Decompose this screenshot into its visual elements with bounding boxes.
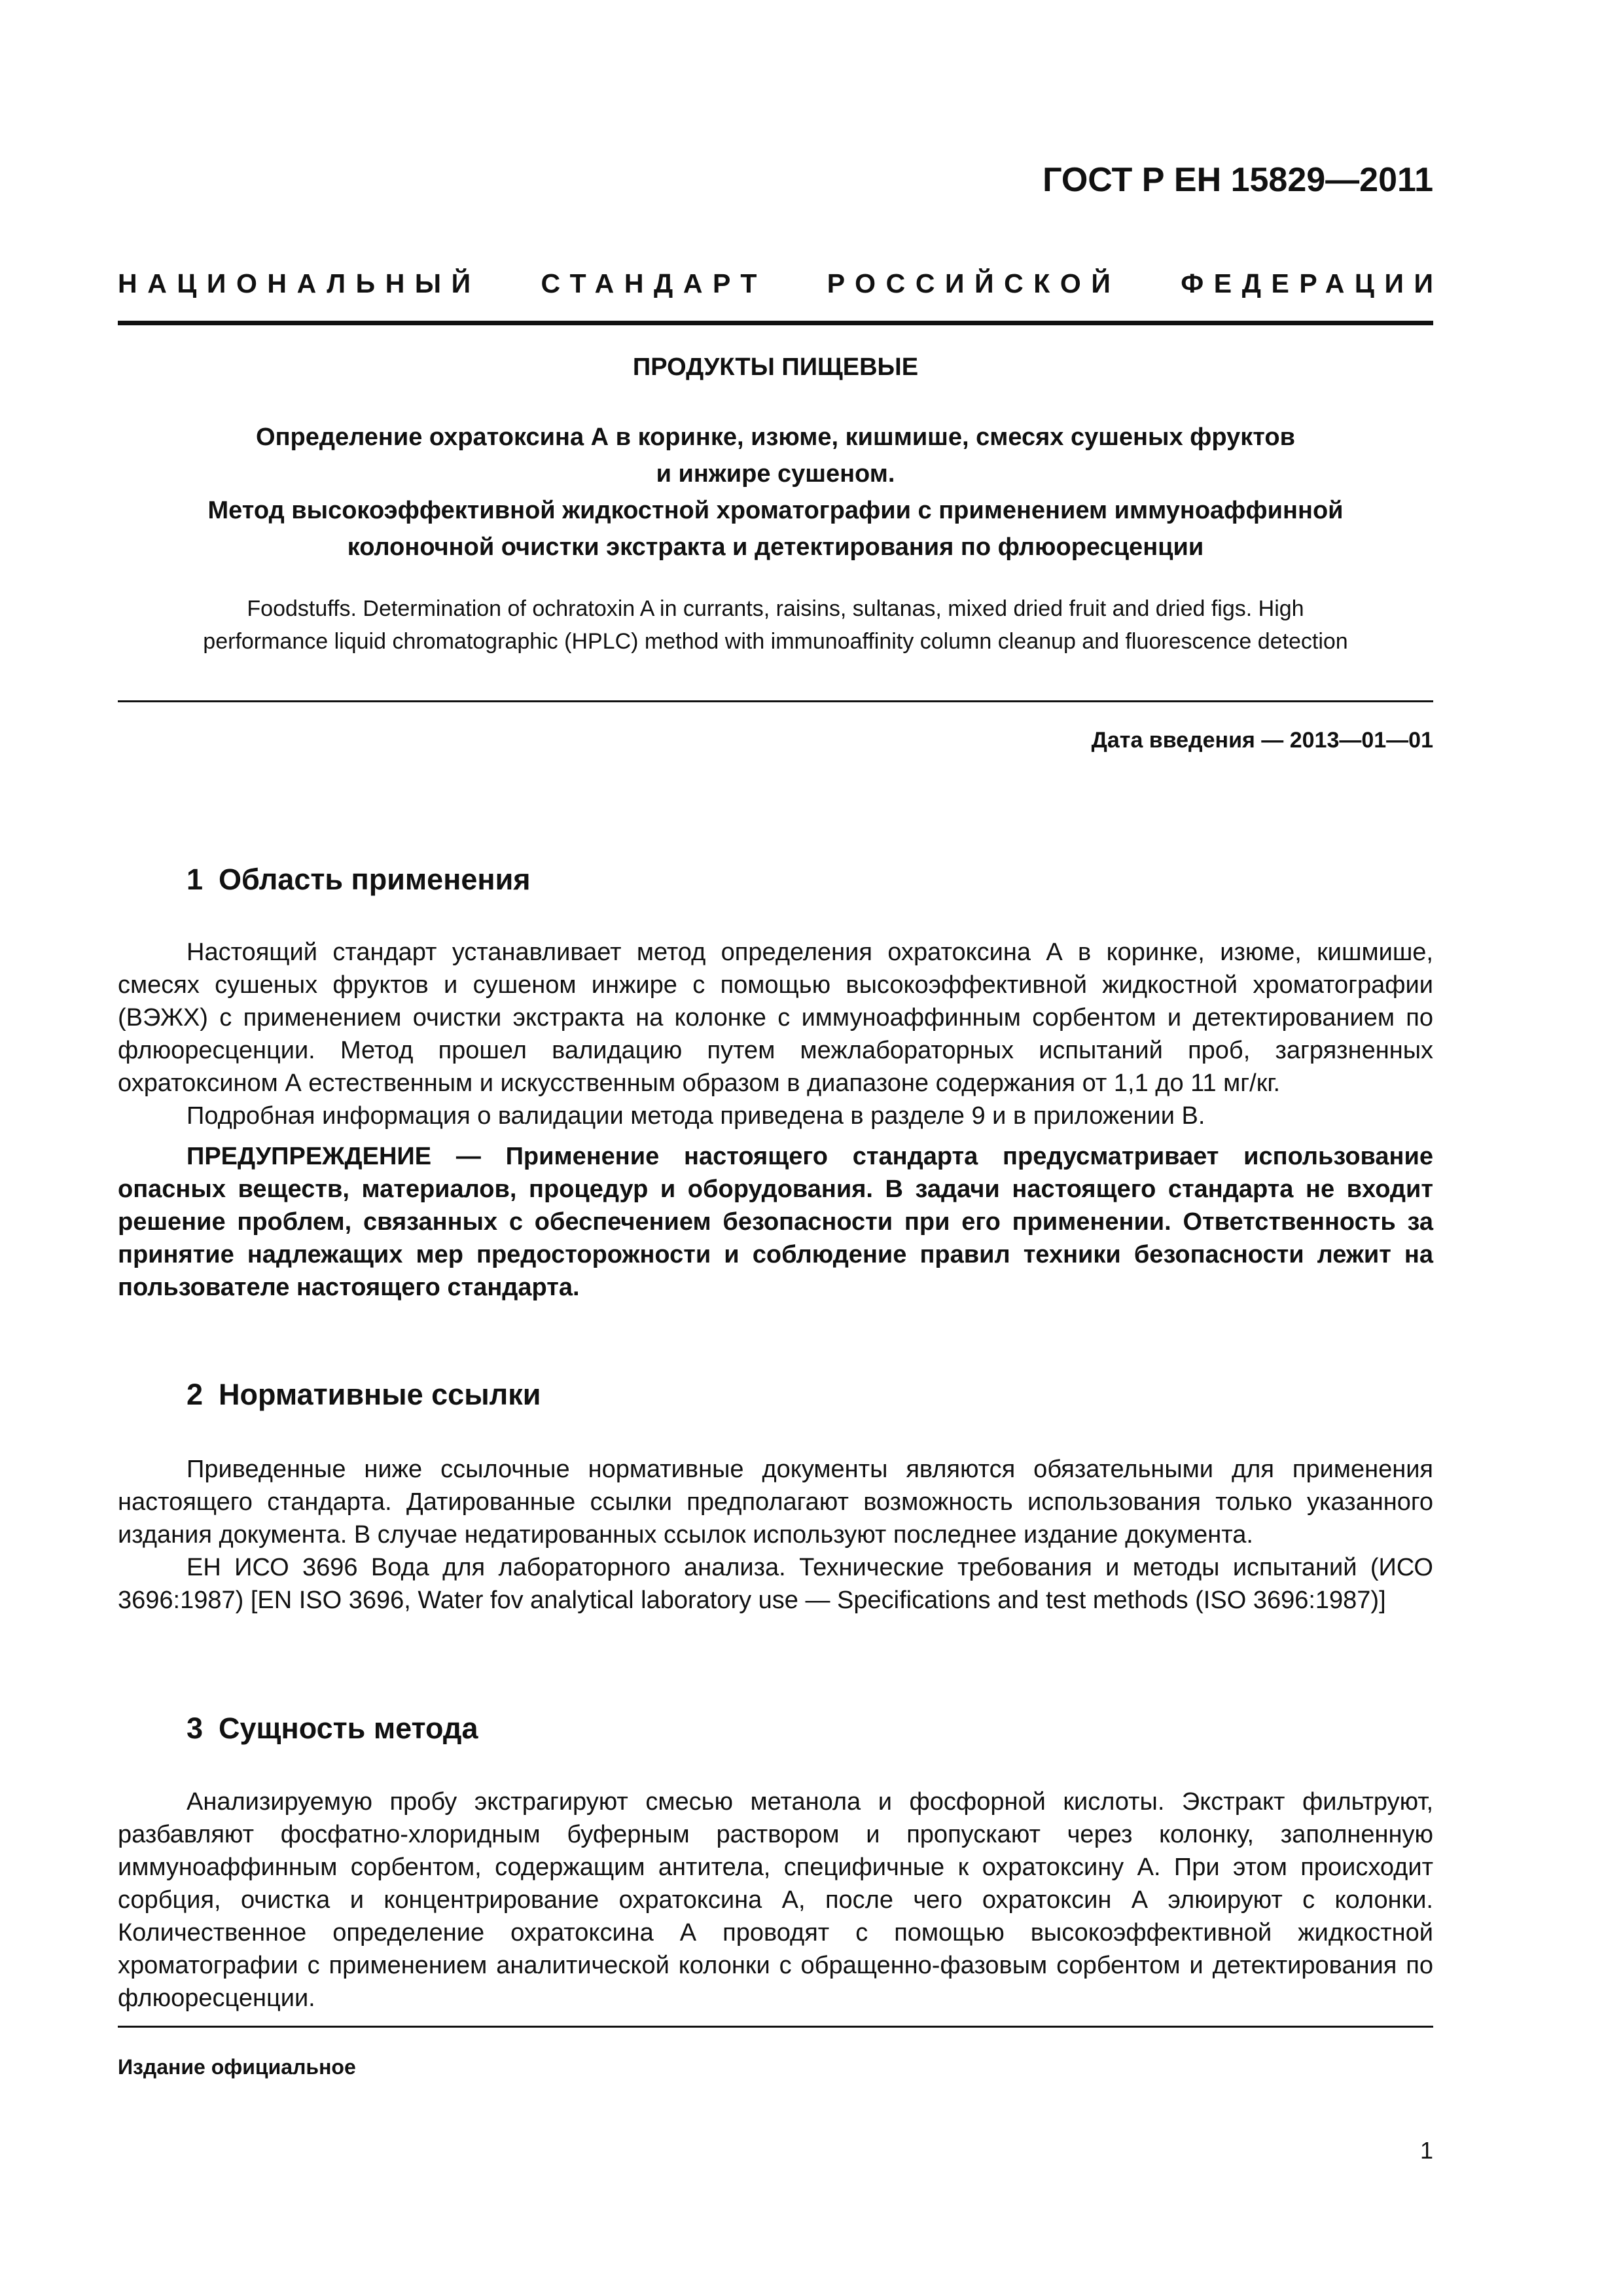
national-standard-word: ФЕДЕРАЦИИ — [1181, 268, 1444, 298]
reference-paragraph: ЕН ИСО 3696 Вода для лабораторного анализа. Технические требования и методы испытаний (ИСО 3696:1987) [EN ISO 3696, Water fov analytical laboratory use — Specifications and test methods (ISO 3696:1987)] — [118, 1554, 1433, 1614]
footer-divider — [118, 2026, 1433, 2028]
section-heading — [187, 1712, 478, 1746]
title-ru-line: Метод высокоэффективной жидкостной хроматографии с применением иммуноаффинной — [207, 497, 1344, 524]
paragraph: Настоящий стандарт устанавливает метод определения охратоксина А в коринке, изюме, кишмише, смесях сушеных фруктов и сушеном инжире с помощью высокоэффективной жидкостной хроматографии (ВЭЖХ) с применением очистки экстракта на колонке с иммуноаффинным сорбентом и детектированием по флюоресценции. Метод прошел валидацию путем межлабораторных испытаний проб, загрязненных охратоксином А естественным и искусственным образом в диапазоне содержания от 1,1 до 11 мг/кг. — [118, 939, 1433, 1097]
section-title: Нормативные ссылки — [219, 1378, 541, 1411]
title-en-line: performance liquid chromatographic (HPLC) method with immunoaffinity column cleanup and fluorescence detection — [203, 629, 1348, 654]
national-standard-line — [118, 268, 1444, 299]
title-russian — [118, 419, 1433, 565]
national-standard-word: НАЦИОНАЛЬНЫЙ — [118, 268, 481, 298]
paragraph: Приведенные ниже ссылочные нормативные документы являются обязательными для применения настоящего стандарта. Датированные ссылки предполагают возможность использования только указанного издания документа. В случае недатированных ссылок используют последнее издание документа. — [118, 1456, 1433, 1549]
section-number: 1 — [187, 863, 204, 896]
section-heading — [187, 863, 531, 897]
section-number: 2 — [187, 1378, 204, 1411]
header-divider — [118, 321, 1433, 325]
section-heading — [187, 1378, 541, 1412]
section-body — [118, 936, 1433, 1304]
section-title: Сущность метода — [219, 1712, 478, 1745]
section-body — [118, 1785, 1433, 2015]
title-ru-line: Определение охратоксина А в коринке, изюме, кишмише, смесях сушеных фруктов — [256, 423, 1295, 451]
national-standard-word: СТАНДАРТ — [541, 268, 768, 298]
edition-label: Издание официальное — [118, 2055, 356, 2079]
warning-paragraph: ПРЕДУПРЕЖДЕНИЕ — Применение настоящего стандарта предусматривает использование опасных веществ, материалов, процедур и оборудования. В задачи настоящего стандарта не входит решение проблем, связанных с обеспечением безопасности при его применении. Ответственность за принятие надлежащих мер предосторожности и соблюдение правил техники безопасности лежит на пользователе настоящего стандарта. — [118, 1143, 1433, 1301]
page-number: 1 — [1419, 2137, 1433, 2164]
title-divider — [118, 700, 1433, 702]
document-code: ГОСТ Р ЕН 15829—2011 — [1043, 161, 1433, 199]
products-heading: ПРОДУКТЫ ПИЩЕВЫЕ — [632, 353, 919, 381]
section-title: Область применения — [219, 863, 531, 896]
title-ru-line: и инжире сушеном. — [656, 460, 895, 488]
title-english — [118, 592, 1433, 658]
section-number: 3 — [187, 1712, 204, 1745]
title-ru-line: колоночной очистки экстракта и детектирования по флюоресценции — [347, 533, 1204, 561]
national-standard-word: РОССИЙСКОЙ — [827, 268, 1121, 298]
section-body — [118, 1453, 1433, 1617]
paragraph: Анализируемую пробу экстрагируют смесью метанола и фосфорной кислоты. Экстракт фильтруют, разбавляют фосфатно-хлоридным буферным раствором и пропускают через колонку, заполненную иммуноаффинным сорбентом, содержащим антитела, специфичные к охратоксину А. При этом происходит сорбция, очистка и концентрирование охратоксина А, после чего охратоксин А элюируют с колонки. Количественное определение охратоксина А проводят с помощью высокоэффективной жидкостной хроматографии с применением аналитической колонки с обращенно-фазовым сорбентом и детектирования по флюоресценции. — [118, 1788, 1433, 2012]
paragraph: Подробная информация о валидации метода приведена в разделе 9 и в приложении В. — [187, 1102, 1205, 1130]
title-en-line: Foodstuffs. Determination of ochratoxin A in currants, raisins, sultanas, mixed dried fruit and dried figs. High — [247, 596, 1304, 621]
intro-date: Дата введения — 2013—01—01 — [1091, 728, 1433, 753]
